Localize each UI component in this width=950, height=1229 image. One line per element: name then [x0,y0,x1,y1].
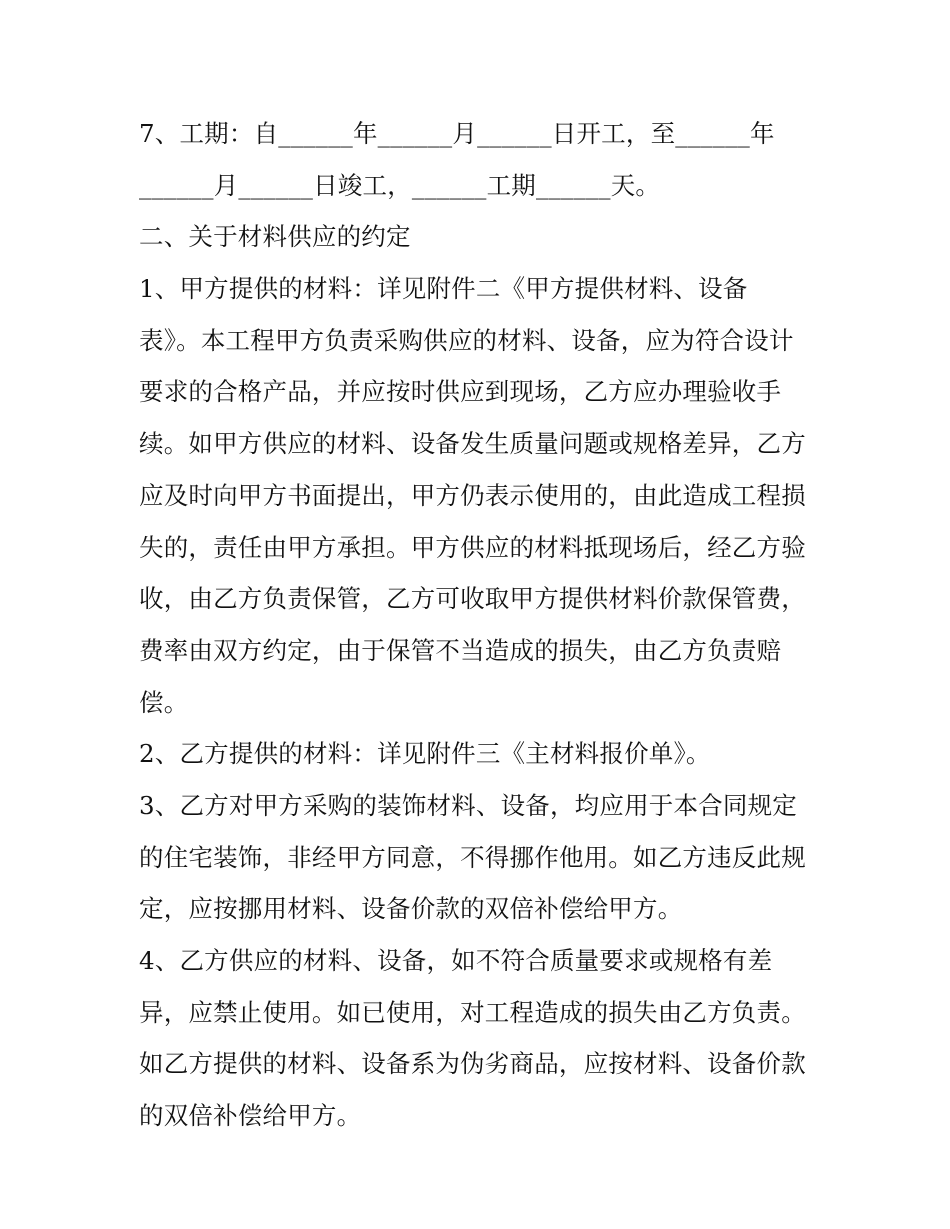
text-line: 异，应禁止使用。如已使用，对工程造成的损失由乙方负责。 [139,997,806,1027]
section-heading: 二、关于材料供应的约定 [139,222,411,252]
text-line: 费率由双方约定，由于保管不当造成的损失，由乙方负责赔 [139,635,782,665]
text-line: 1、甲方提供的材料：详见附件二《甲方提供材料、设备 [139,274,748,304]
text-line: 续。如甲方供应的材料、设备发生质量问题或规格差异，乙方 [139,429,806,459]
text-line: 失的，责任由甲方承担。甲方供应的材料抵现场后，经乙方验 [139,532,806,562]
text-line: 7、工期：自______年______月______日开工，至______年 [139,119,775,148]
document-body [139,108,829,1142]
text-line: 收，由乙方负责保管，乙方可收取甲方提供材料价款保管费， [139,584,806,614]
text-line: 应及时向甲方书面提出，甲方仍表示使用的，由此造成工程损 [139,480,806,510]
text-line: ______月______日竣工，______工期______天。 [139,170,661,200]
text-line: 3、乙方对甲方采购的装饰材料、设备，均应用于本合同规定 [139,790,797,820]
text-line: 如乙方提供的材料、设备系为伪劣商品，应按材料、设备价款 [139,1049,806,1079]
text-line: 2、乙方提供的材料：详见附件三《主材料报价单》。 [139,739,711,769]
text-line: 的双倍补偿给甲方。 [139,1101,362,1131]
text-line: 偿。 [139,687,189,717]
text-line: 定，应按挪用材料、设备价款的双倍补偿给甲方。 [139,894,683,924]
text-line: 4、乙方供应的材料、设备，如不符合质量要求或规格有差 [139,946,773,975]
text-line: 的住宅装饰，非经甲方同意，不得挪作他用。如乙方违反此规 [139,842,806,872]
text-line: 要求的合格产品，并应按时供应到现场，乙方应办理验收手 [139,377,782,407]
text-line: 表》。本工程甲方负责采购供应的材料、设备，应为符合设计 [139,325,794,355]
